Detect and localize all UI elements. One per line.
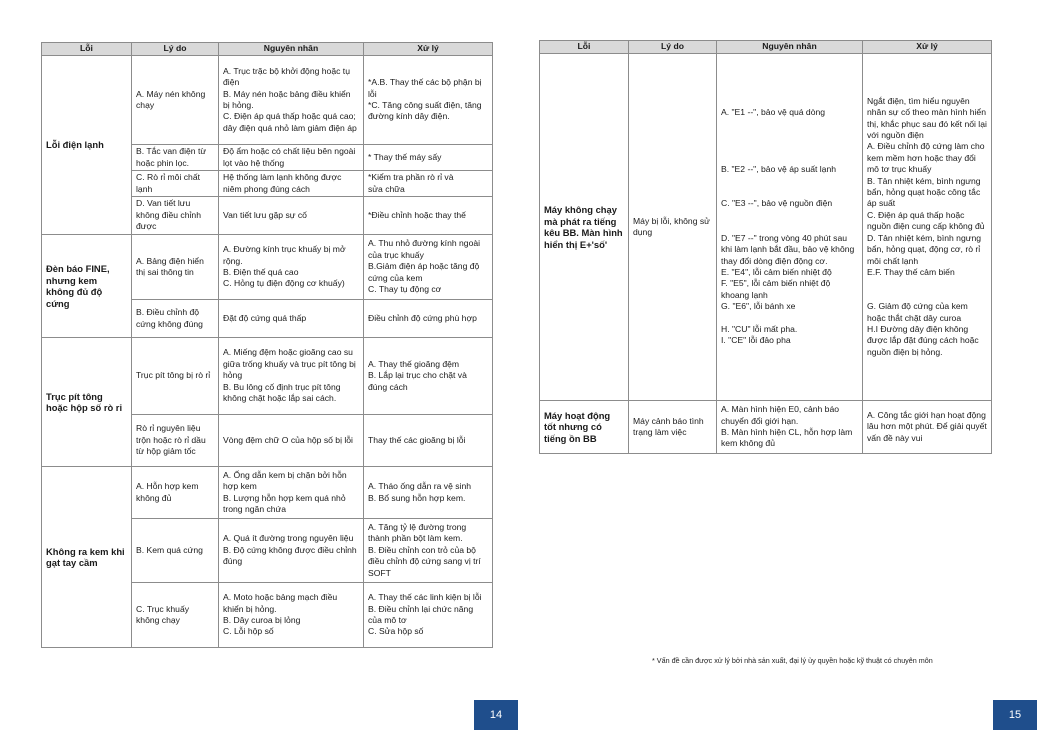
header-reason: Lý do [629,41,717,54]
fix-cell: Thay thế các gioăng bị lỗi [364,415,493,467]
fix-cell: *A.B. Thay thế các bộ phận bị lỗi *C. Tăng công suất điện, tăng đường kính dây điện. [364,56,493,145]
table-row [540,54,992,401]
fix-cell: A. Tăng tỷ lệ đường trong thành phần bột làm kem. B. Điều chỉnh con trỏ của bộ điều chỉnh độ cứng sang vị trí SOFT [364,519,493,583]
header-cause: Nguyên nhân [219,43,364,56]
table-row [42,338,493,415]
fix-cell: Điều chỉnh độ cứng phù hợp [364,300,493,338]
header-fix: Xử lý [364,43,493,56]
reason-cell: A. Máy nén không chạy [132,56,219,145]
fault-cell: Trục pít tông hoặc hộp số rò rỉ [42,338,132,467]
fault-cell: Đèn báo FINE, nhưng kem không đủ độ cứng [42,235,132,338]
cause-cell: Hệ thống làm lạnh không được niêm phong đúng cách [219,171,364,197]
header-fault: Lỗi [42,43,132,56]
cause-cell: A. Ống dẫn kem bị chặn bởi hỗn hợp kem B. Lượng hỗn hợp kem quá nhỏ trong ngăn chứa [219,467,364,519]
cause-cell: A. Đường kính trục khuấy bị mở rộng. B. Điện thế quá cao C. Hỏng tụ điện động cơ khuấy) [219,235,364,300]
header-cause: Nguyên nhân [717,41,863,54]
fix-cell: Ngắt điện, tìm hiểu nguyên nhân sự cố theo màn hình hiển thị, khắc phục sau đó kết nối lại với nguồn điện A. Điều chỉnh độ cứng làm cho kem mềm hơn hoặc thay đổi mô tơ trục khuấy B. Tản nhiệt kém, bình ngưng bẩn, hỏng quạt hoặc công tắc áp suất C. Điện áp quá thấp hoặc nguồn điện cung cấp không đủ D. Tản nhiệt kém, bình ngưng bẩn, hỏng quạt, động cơ, rò rỉ môi chất lạnh E.F. Thay thế cảm biến G. Giảm độ cứng của kem hoặc thắt chặt dây curoa H.I Đường dây điện không được lắp đặt đúng cách hoặc nguồn điện bị hỏng. [863,54,992,401]
cause-cell: A. Quá ít đường trong nguyên liệu B. Độ cứng không được điều chỉnh đúng [219,519,364,583]
cause-cell: A. Trục trặc bộ khởi động hoặc tụ điện B. Máy nén hoặc bảng điều khiển bị hỏng. C. Điện áp quá thấp hoặc quá cao; dây điện quá nhỏ làm giảm điện áp [219,56,364,145]
table-row [540,401,992,454]
cause-cell: Độ ẩm hoặc có chất liệu bên ngoài lọt vào hệ thống [219,145,364,171]
fault-cell: Máy không chạy mà phát ra tiếng kêu BB. Màn hình hiển thị E+'số' [540,54,629,401]
reason-cell: C. Trục khuấy không chạy [132,583,219,648]
reason-cell: D. Van tiết lưu không điều chỉnh được [132,197,219,235]
table-row [42,56,493,145]
fix-cell: *Kiểm tra phần rò rỉ và sửa chữa [364,171,493,197]
reason-cell: A. Bảng điện hiển thị sai thông tin [132,235,219,300]
reason-cell: Trục pít tông bị rò rỉ [132,338,219,415]
reason-cell: B. Kem quá cứng [132,519,219,583]
troubleshooting-table-right [539,40,992,454]
fault-cell: Không ra kem khi gạt tay cầm [42,467,132,648]
fix-cell: A. Thu nhỏ đường kính ngoài của trục khuấy B.Giảm điện áp hoặc tăng độ cứng của kem C. Thay tụ động cơ [364,235,493,300]
cause-cell: A. "E1 --", bảo vệ quá dòng B. "E2 --", bảo vệ áp suất lạnh C. "E3 --", bảo vệ nguồn điện D. "E7 --" trong vòng 40 phút sau khi làm lạnh bắt đầu, bảo vệ không thay đổi dòng điện động cơ. E. "E4", lỗi cảm biến nhiệt độ F. "E5", lỗi cảm biến nhiệt độ khoang lạnh G. "E6", lỗi bánh xe H. "CU" lỗi mất pha. I. "CE" lỗi đảo pha [717,54,863,401]
page-number-left: 14 [474,700,518,730]
table-row [42,235,493,300]
fix-cell: A. Thay thế các linh kiện bị lỗi B. Điều chỉnh lại chức năng của mô tơ C. Sửa hộp số [364,583,493,648]
fault-cell: Máy hoạt động tốt nhưng có tiếng ồn BB [540,401,629,454]
cause-cell: Van tiết lưu gặp sự cố [219,197,364,235]
header-row [540,41,992,54]
reason-cell: B. Điều chỉnh độ cứng không đúng [132,300,219,338]
fix-cell: A. Công tắc giới hạn hoạt động lâu hơn một phút. Để giải quyết vấn đề này vui [863,401,992,454]
header-fault: Lỗi [540,41,629,54]
fix-cell: * Thay thế máy sấy [364,145,493,171]
fault-cell: Lỗi điện lạnh [42,56,132,235]
troubleshooting-table-left [41,42,493,648]
fix-cell: A. Thay thế gioăng đệm B. Lắp lại trục cho chặt và đúng cách [364,338,493,415]
reason-cell: Máy cảnh báo tình trạng làm việc [629,401,717,454]
header-fix: Xử lý [863,41,992,54]
reason-cell: B. Tắc van điện từ hoặc phin lọc. [132,145,219,171]
cause-cell: A. Màn hình hiện E0, cảnh báo chuyển đổi giới hạn. B. Màn hình hiện CL, hỗn hợp làm kem không đủ [717,401,863,454]
header-row [42,43,493,56]
footnote: * Vấn đề cần được xử lý bởi nhà sản xuất, đại lý ủy quyền hoặc kỹ thuật có chuyên môn [652,656,933,665]
cause-cell: Đặt độ cứng quá thấp [219,300,364,338]
table-row [42,467,493,519]
cause-cell: A. Moto hoặc bảng mạch điều khiển bị hỏng. B. Dây curoa bị lỏng C. Lỗi hộp số [219,583,364,648]
cause-cell: A. Miếng đệm hoặc gioăng cao su giữa trống khuấy và trục pít tông bị hỏng B. Bu lông cố định trục pít tông không chặt hoặc lắp sai cách. [219,338,364,415]
reason-cell: A. Hỗn hợp kem không đủ [132,467,219,519]
cause-cell: Vòng đệm chữ O của hộp số bị lỗi [219,415,364,467]
fix-cell: *Điều chỉnh hoặc thay thế [364,197,493,235]
header-reason: Lý do [132,43,219,56]
page-number-right: 15 [993,700,1037,730]
reason-cell: C. Rò rỉ môi chất lạnh [132,171,219,197]
reason-cell: Máy bị lỗi, không sử dụng [629,54,717,401]
fix-cell: A. Tháo ống dẫn ra vệ sinh B. Bổ sung hỗn hợp kem. [364,467,493,519]
reason-cell: Rò rỉ nguyên liệu trộn hoặc rò rỉ dầu từ hộp giảm tốc [132,415,219,467]
